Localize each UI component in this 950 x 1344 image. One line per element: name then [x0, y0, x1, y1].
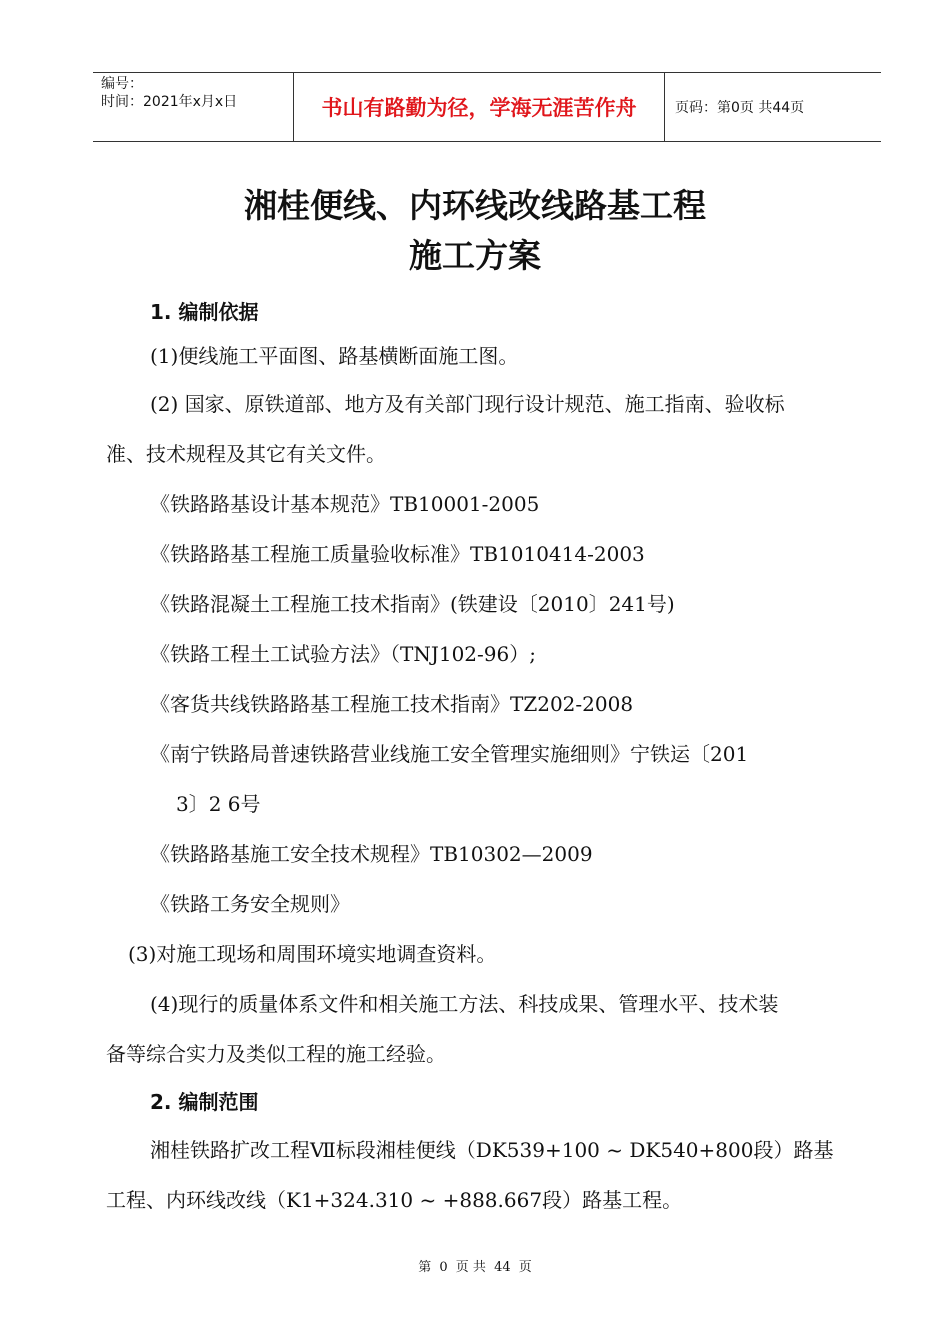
- scope-line2: 工程、内环线改线（K1+324.310 ~ +888.667段）路基工程。: [106, 1188, 683, 1212]
- header-page-cell: [665, 73, 881, 141]
- section-2-heading: 2. 编制范围: [150, 1090, 259, 1114]
- reference-6-line2: 3〕2 6号: [176, 792, 261, 816]
- basis-item-1: (1)便线施工平面图、路基横断面施工图。: [150, 344, 519, 368]
- footer-total-pages: 44: [494, 1260, 511, 1275]
- footer-mid: 页 共: [455, 1260, 486, 1275]
- page-info: 页码：第0页 共44页: [675, 100, 805, 116]
- reference-6-line1: 《南宁铁路局普速铁路营业线施工安全管理实施细则》宁铁运〔201: [150, 742, 749, 766]
- reference-8: 《铁路工务安全规则》: [150, 892, 350, 916]
- scope-line1: 湘桂铁路扩改工程Ⅶ标段湘桂便线（DK539+100 ~ DK540+800段）路基: [150, 1138, 834, 1162]
- page-footer: [0, 1256, 950, 1275]
- reference-5: 《客货共线铁路路基工程施工技术指南》TZ202-2008: [150, 692, 634, 716]
- basis-item-4-line1: (4)现行的质量体系文件和相关施工方法、科技成果、管理水平、技术装: [150, 992, 779, 1016]
- reference-4: 《铁路工程土工试验方法》（TNJ102-96）;: [150, 642, 536, 666]
- basis-item-3: (3)对施工现场和周围环境实地调查资料。: [128, 942, 497, 966]
- document-title-line2: 施工方案: [409, 236, 541, 275]
- footer-prefix: 第: [418, 1260, 432, 1275]
- time-label: 时间：2021年x月x日: [101, 94, 238, 110]
- reference-7: 《铁路路基施工安全技术规程》TB10302—2009: [150, 842, 593, 866]
- reference-3: 《铁路混凝土工程施工技术指南》(铁建设〔2010〕241号): [150, 592, 675, 616]
- page-header: [93, 72, 881, 142]
- footer-page-number: 0: [439, 1260, 448, 1275]
- footer-suffix: 页: [518, 1260, 532, 1275]
- header-left-cell: [93, 73, 293, 141]
- basis-item-2-line1: (2) 国家、原铁道部、地方及有关部门现行设计规范、施工指南、验收标: [150, 392, 785, 416]
- serial-label: 编号：: [101, 76, 143, 92]
- motto-text: 书山有路勤为径，学海无涯苦作舟: [321, 96, 637, 120]
- section-1-heading: 1. 编制依据: [150, 300, 259, 324]
- basis-item-4-line2: 备等综合实力及类似工程的施工经验。: [106, 1042, 446, 1066]
- reference-1: 《铁路路基设计基本规范》TB10001-2005: [150, 492, 540, 516]
- reference-2: 《铁路路基工程施工质量验收标准》TB1010414-2003: [150, 542, 645, 566]
- header-motto-cell: [293, 73, 665, 141]
- document-title-line1: 湘桂便线、内环线改线路基工程: [244, 186, 706, 225]
- basis-item-2-line2: 准、技术规程及其它有关文件。: [106, 442, 386, 466]
